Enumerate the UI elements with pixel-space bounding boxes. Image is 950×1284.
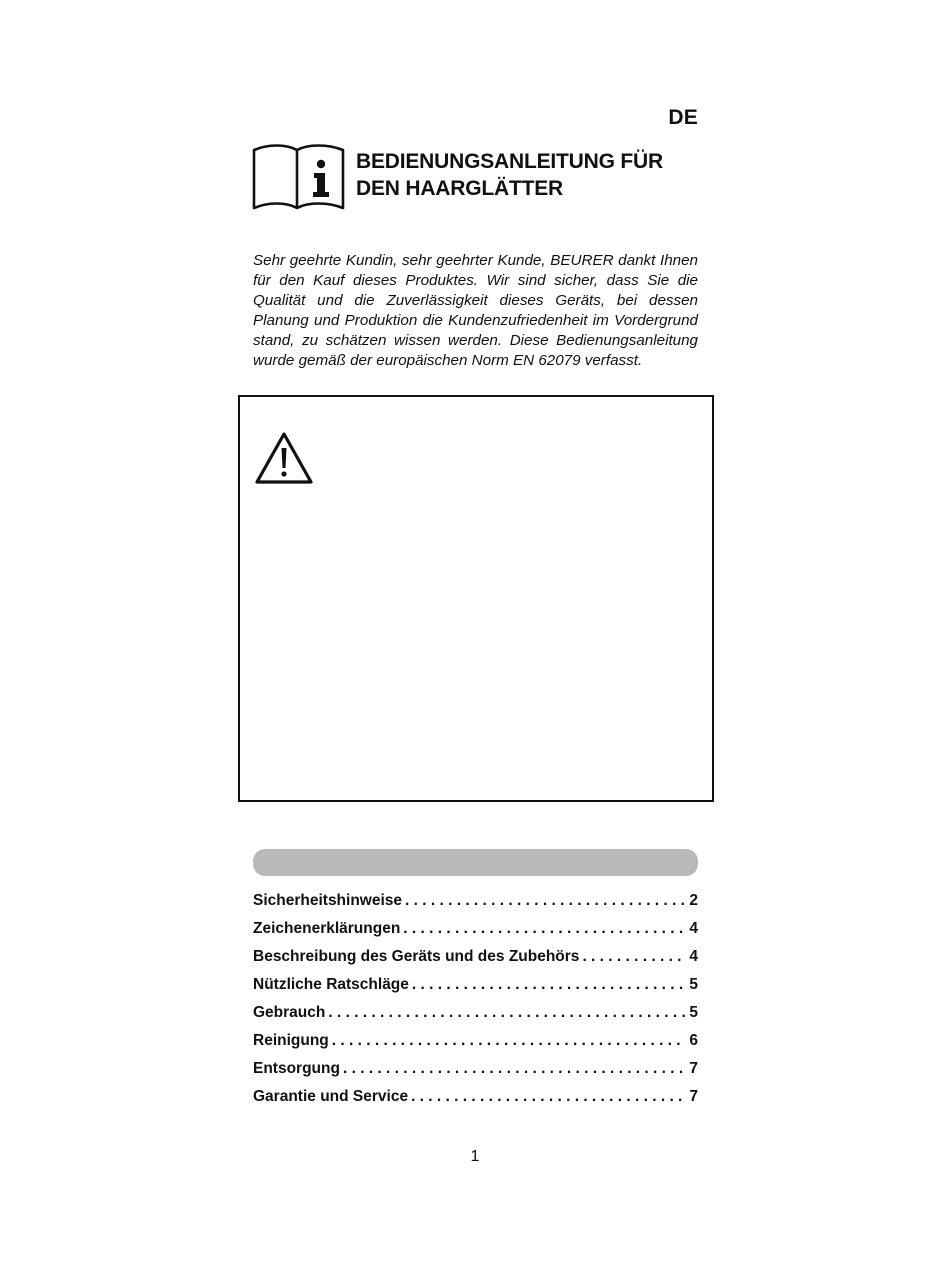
toc-entry[interactable] [253, 1004, 698, 1032]
toc-entry-page: 4 [689, 948, 698, 965]
toc-entry[interactable] [253, 920, 698, 948]
toc-entry[interactable] [253, 1060, 698, 1088]
toc-leader-dots [403, 920, 686, 938]
toc-entry-page: 5 [689, 976, 698, 993]
toc-leader-dots [343, 1060, 686, 1078]
toc-entry-label: Zeichenerklärungen [253, 920, 401, 937]
toc-entry-label: Reinigung [253, 1032, 329, 1049]
toc-leader-dots [328, 1004, 686, 1022]
toc-entry-label: Sicherheitshinweise [253, 892, 403, 909]
manual-title [356, 148, 663, 202]
toc-entry-label: Gebrauch [253, 1004, 326, 1021]
toc-entry-page: 5 [689, 1004, 698, 1021]
toc-entry[interactable] [253, 1032, 698, 1060]
toc-entry-label: Entsorgung [253, 1060, 340, 1077]
language-code: DE [668, 106, 698, 129]
toc-entry[interactable] [253, 976, 698, 1004]
toc-entry[interactable] [253, 1088, 698, 1116]
toc-entry-label: Garantie und Service [253, 1088, 409, 1105]
toc-entry-label: Beschreibung des Geräts und des Zubehörs [253, 948, 580, 965]
toc-entry[interactable] [253, 948, 698, 976]
toc-leader-dots [332, 1032, 687, 1050]
toc-entry-page: 7 [689, 1060, 698, 1077]
toc-header-bar [253, 849, 698, 876]
warning-triangle-icon [253, 430, 315, 486]
toc-entry-page: 2 [689, 892, 698, 909]
manual-info-icon [252, 142, 346, 212]
table-of-contents [253, 892, 698, 1116]
toc-leader-dots [412, 976, 686, 994]
page-number: 1 [470, 1148, 480, 1165]
toc-leader-dots [405, 892, 686, 910]
toc-entry-page: 6 [689, 1032, 698, 1049]
warning-box [238, 395, 714, 802]
intro-paragraph: Sehr geehrte Kundin, sehr geehrter Kunde, BEURER dankt Ihnen für den Kauf dieses Produktes. Wir sind sicher, dass Sie die Qualität und die Zuverlässigkeit dieses Geräts, bei dessen Planung und Produktion die Kundenzufriedenheit im Vordergrund stand, zu schätzen wissen werden. Diese Bedienungsanleitung wurde gemäß der europäischen Norm EN 62079 verfasst. [253, 252, 698, 370]
toc-leader-dots [411, 1088, 686, 1106]
toc-entry[interactable] [253, 892, 698, 920]
title-line-1: BEDIENUNGSANLEITUNG FÜR [356, 150, 663, 173]
toc-entry-label: Nützliche Ratschläge [253, 976, 409, 993]
toc-entry-page: 7 [689, 1088, 698, 1105]
toc-leader-dots [582, 948, 686, 966]
toc-entry-page: 4 [689, 920, 698, 937]
title-line-2: DEN HAARGLÄTTER [356, 177, 563, 200]
